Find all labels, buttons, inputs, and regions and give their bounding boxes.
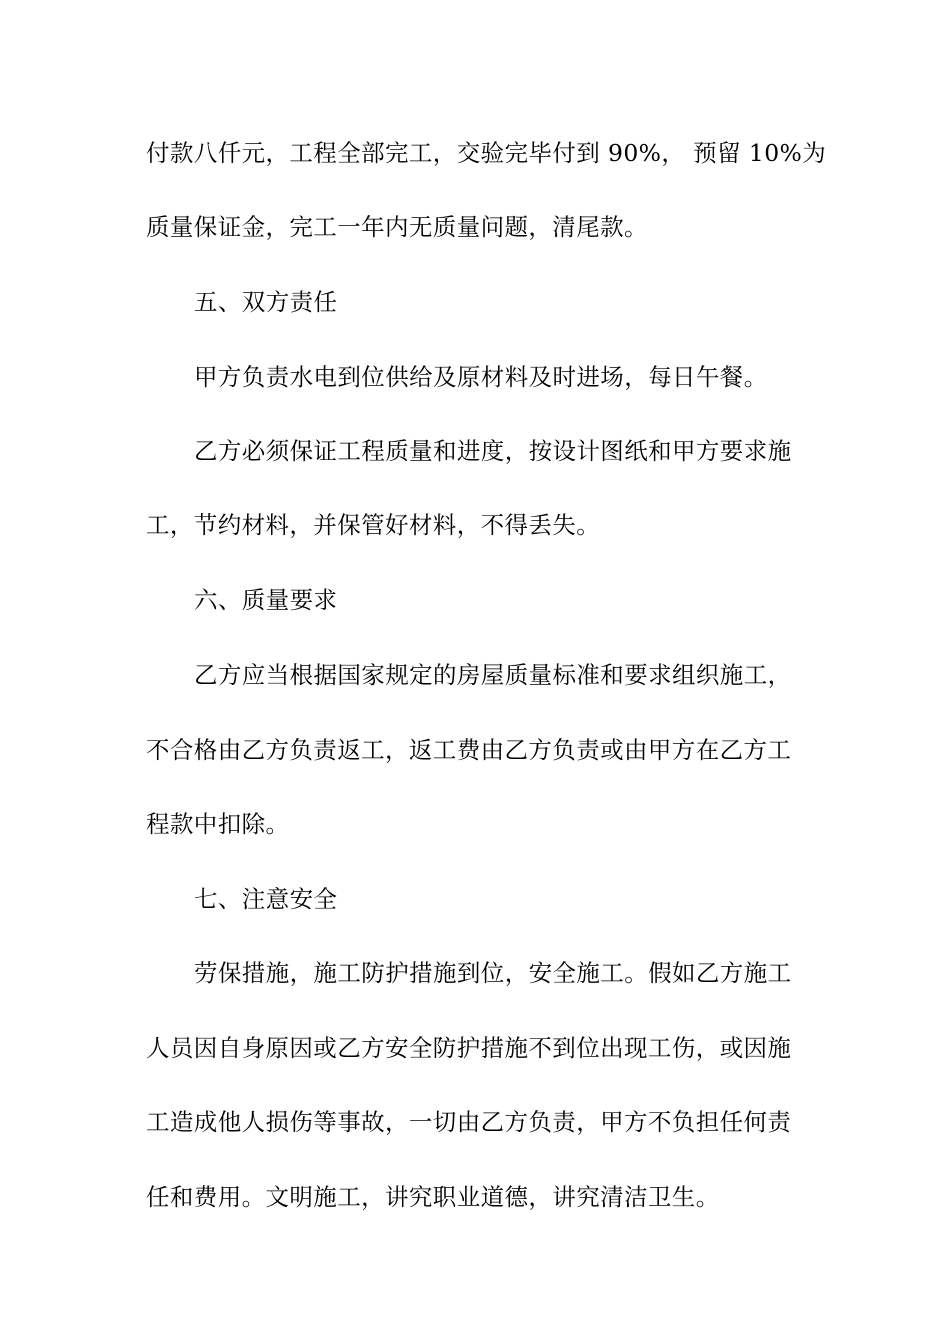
text-line: 不合格由乙方负责返工，返工费由乙方负责或由甲方在乙方工: [146, 736, 792, 764]
section-heading: 六、质量要求: [194, 586, 338, 614]
section-heading: 七、注意安全: [194, 885, 338, 913]
text-line: 质量保证金，完工一年内无质量问题，清尾款。: [146, 213, 648, 241]
text-line: 工，节约材料，并保管好材料，不得丢失。: [146, 511, 601, 539]
text-line: 任和费用。文明施工，讲究职业道德，讲究清洁卫生。: [146, 1183, 720, 1211]
text-line: 乙方必须保证工程质量和进度，按设计图纸和甲方要求施: [194, 437, 792, 465]
text-line: 劳保措施，施工防护措施到位，安全施工。假如乙方施工: [194, 959, 792, 987]
text-line: 甲方负责水电到位供给及原材料及时进场，每日午餐。: [194, 363, 768, 391]
text-line: 工造成他人损伤等事故，一切由乙方负责，甲方不负担任何责: [146, 1108, 792, 1136]
text-line: 人员因自身原因或乙方安全防护措施不到位出现工伤，或因施: [146, 1034, 792, 1062]
text-line: 程款中扣除。: [146, 810, 290, 838]
section-heading: 五、双方责任: [194, 288, 338, 316]
text-line: 乙方应当根据国家规定的房屋质量标准和要求组织施工，: [194, 661, 792, 689]
text-line: 付款八仟元，工程全部完工，交验完毕付到 90%， 预留 10%为: [146, 139, 827, 167]
